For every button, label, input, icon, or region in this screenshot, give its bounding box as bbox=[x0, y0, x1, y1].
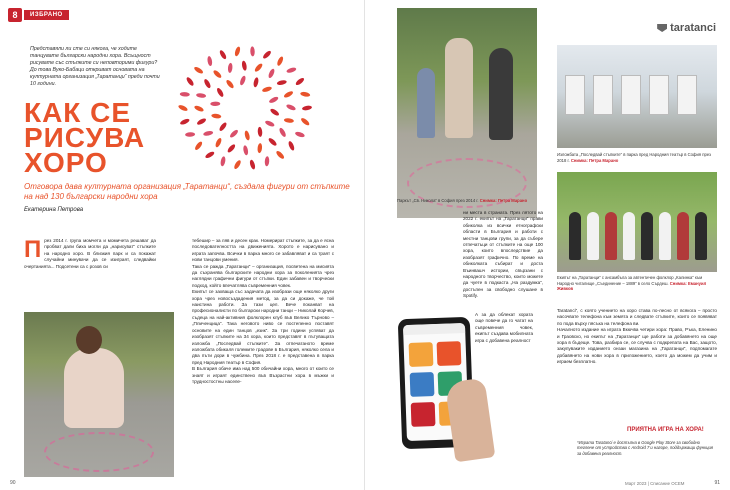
group-member bbox=[605, 212, 617, 260]
footprint-mark bbox=[226, 143, 236, 153]
footprint-mark bbox=[227, 63, 232, 73]
footnote: *Играта Taratanci е достъпна в Google Play Store за свободно теглене от устройства с Android 7 и нагоре, поддържащи функция за добавена реалност. bbox=[577, 440, 714, 456]
footprint-mark bbox=[286, 103, 297, 111]
footprint-mark bbox=[287, 140, 295, 151]
footprint-mark bbox=[300, 91, 311, 97]
photo-exhibition bbox=[557, 45, 717, 148]
author-byline: Екатерина Петрова bbox=[24, 207, 84, 213]
footprint-mark bbox=[269, 108, 280, 117]
caption-park-title: Паркът „Св. Никола“ в София през 2014 г. bbox=[397, 198, 479, 203]
dancer-figure-3 bbox=[489, 48, 513, 140]
article-column-2: тебешир – за ляв и десен крак. Номерират стъпките, за да е ясна последователността на движенията. Хорото е нарисувано и играта започва. Всички в парка много се забавляват и са траят с нови танцови умения. Така се ражда „Таратанци“ – организация, посветена на мисията да съхранява българските народни хора за поколенията чрез наглядни графични фигури от стъпки. Един забавен и творчески подход, който впечатлява съвременния човек. Екипът се захваща със задачата да изобрази още няколко други хора чрез новосъздадения метод, за да си докаже, че той наистина работи. За тази цел. Вече поканват на професионалисти по български народни танци – Николай Корчев, съдеца на най-активния фолклорен клуб във Велико Търново – „Пличенцица“. Така неговото ниво се постепенно поставят основите на един танцов „език“. За три години успяват да изобразят стъпките на 34 хора, които представят в пътуващата изложба „Последвай стъпките“. За отпечатаното време изложбата обикаля големите градове в България, няколко села и два пъти дори в чужбина. През 2018 г. е представена в парка пред Народния театър в София. В България обаче има над 500 обичайни хора, много от които се знаят и играят единствено във Възрастни хора в мъжки и трудностостны населе- bbox=[192, 238, 334, 384]
app-tile bbox=[409, 342, 434, 367]
footprint-mark bbox=[253, 77, 259, 88]
app-tile bbox=[411, 402, 436, 427]
caption-exhibition bbox=[557, 152, 717, 163]
footprint-mark bbox=[239, 75, 247, 86]
group-member bbox=[695, 212, 707, 260]
footprint-mark bbox=[212, 69, 222, 79]
exhibit-board bbox=[565, 75, 585, 115]
footer-issue: Март 2023 | Списание ОСЕМ bbox=[625, 481, 685, 486]
dancer-figure-2 bbox=[445, 38, 473, 138]
footprint-mark bbox=[286, 67, 297, 74]
footprint-mark bbox=[211, 113, 222, 119]
call-to-action: ПРИЯТНА ИГРА НА ХОРА! bbox=[627, 427, 704, 433]
taratanci-logo-icon bbox=[657, 24, 667, 32]
article-column-3b: А за да облекат хората още повече да го чатат на съвременния човек, екипът създава мобилната игра с добавена реалност bbox=[475, 312, 533, 343]
caption-exhibit-credit: Снимка: Петра Марано bbox=[570, 157, 619, 163]
footprint-mark bbox=[267, 68, 275, 79]
footprint-mark bbox=[203, 130, 214, 136]
footprint-mark bbox=[244, 130, 251, 141]
footprint-mark bbox=[302, 105, 313, 111]
article-column-1 bbox=[24, 238, 156, 270]
group-member bbox=[623, 212, 635, 260]
section-tag bbox=[8, 8, 69, 22]
exhibit-board bbox=[677, 75, 697, 115]
column-1-text: рез 2014 г. група момчета и момичета решават да пробват дали биха могли да „нарисуват“ стъпките на народно хоро. В близкия парк и са покажат случайни минувачи да се изиграят, следвайки очертанията... Подсетени са с розов си bbox=[24, 238, 156, 269]
group-member bbox=[569, 212, 581, 260]
footprint-mark bbox=[178, 104, 189, 112]
footprint-mark bbox=[204, 150, 215, 159]
caption-group bbox=[557, 275, 717, 292]
footprint-mark bbox=[233, 159, 242, 170]
footprint-mark bbox=[254, 62, 264, 72]
group-member bbox=[659, 212, 671, 260]
footprint-mark bbox=[229, 129, 239, 139]
footprint-mark bbox=[276, 79, 287, 85]
exhibit-board bbox=[593, 75, 613, 115]
article-column-4: Taratanci“, с която учението на хоро става по-лесно от всякога – просто насочвате телефона към земята и следвате стъпките, които се появяват по пода върху пясъка на телефона ви. Началното издание на играта Вкючва четири хора: Право, Ръка, Еленино и Граовско, но екипът на „Таратанци“ ще работи за добавянето на още хора в бъдеще. Това, разбира се, се случва с подкрепата на Вас, защото, закупуваките изданието онзаи магазина на „Таратанци“, подпомагате добавянето на нови хора в приложението, което да можем да учим и играем безплатно. bbox=[557, 308, 717, 365]
footprint-mark bbox=[262, 50, 272, 60]
caption-park-credit: Снимка: Петра Марано bbox=[479, 198, 528, 203]
footprint-mark bbox=[241, 60, 247, 71]
group-member bbox=[587, 212, 599, 260]
footprint-mark bbox=[257, 143, 262, 153]
headline-line-1: КАК СЕ bbox=[24, 97, 132, 128]
page-number-left: 90 bbox=[10, 480, 16, 486]
footprint-mark bbox=[194, 141, 204, 152]
footprint-mark bbox=[203, 78, 212, 89]
page-number-right: 91 bbox=[714, 480, 720, 486]
section-label: ИЗБРАНО bbox=[24, 10, 69, 20]
drop-cap: П bbox=[24, 236, 42, 263]
intro-paragraph: Представяли ли сте си някога, че ходите танцувате български народни хора. Всъщност рисувате със стъпките си неповторими фигури? До това Вуко-Бабаци откриват основата на културната организация „Таратанци“ преди почти 10 години. bbox=[30, 46, 160, 87]
taratanci-logo bbox=[657, 22, 716, 34]
girl-head bbox=[76, 326, 102, 354]
caption-park bbox=[397, 198, 537, 204]
footprint-mark bbox=[264, 156, 269, 166]
footprint-spiral-graphic bbox=[170, 38, 320, 178]
group-member bbox=[677, 212, 689, 260]
section-number: 8 bbox=[8, 8, 22, 22]
right-page bbox=[365, 0, 730, 490]
footprint-mark bbox=[268, 96, 279, 104]
footprint-mark bbox=[264, 120, 275, 128]
taratanci-logo-text: taratanci bbox=[670, 22, 716, 34]
footprint-mark bbox=[196, 93, 206, 99]
footprint-mark bbox=[250, 46, 255, 56]
phone-status-bar bbox=[403, 323, 465, 335]
exhibit-board bbox=[649, 75, 669, 115]
caption-exhibit-title: Изложбата „Последвай стъпките“ в парка пред Народния театър в София през 2018 г. bbox=[557, 152, 711, 163]
footprint-mark bbox=[278, 127, 287, 138]
headline-line-3: ХОРО bbox=[24, 147, 108, 178]
subheadline: Отговора дава културната организация „Таратанци“, създала фигури от стъпките на над 130 български народни хора bbox=[24, 182, 350, 201]
footprint-mark bbox=[275, 150, 285, 160]
footprint-mark bbox=[243, 145, 249, 156]
footprint-mark bbox=[249, 159, 256, 170]
photo-girl-drawing-chalk bbox=[24, 312, 174, 477]
app-tile bbox=[437, 341, 462, 366]
footprint-mark bbox=[216, 87, 225, 98]
footprint-mark bbox=[193, 66, 204, 75]
photo-park-dancers bbox=[397, 8, 537, 218]
footprint-mark bbox=[276, 56, 284, 67]
footprint-mark bbox=[234, 46, 241, 57]
app-tile bbox=[410, 372, 435, 397]
footprint-mark bbox=[267, 137, 277, 147]
footprint-mark bbox=[185, 132, 195, 137]
footprint-mark bbox=[210, 102, 220, 107]
footprint-mark bbox=[220, 156, 226, 167]
footprint-mark bbox=[196, 117, 207, 126]
exhibit-board bbox=[621, 75, 641, 115]
headline bbox=[24, 97, 146, 178]
footprint-mark bbox=[194, 105, 205, 113]
footprint-mark bbox=[179, 118, 190, 126]
girl-figure bbox=[64, 348, 124, 428]
footprint-mark bbox=[185, 76, 195, 87]
footprint-mark bbox=[283, 90, 294, 99]
footprint-mark bbox=[180, 92, 190, 97]
photo-ensemble-group bbox=[557, 172, 717, 272]
group-member bbox=[641, 212, 653, 260]
headline-line-2: РИСУВА bbox=[24, 122, 146, 153]
hand-holding-phone bbox=[445, 378, 496, 463]
footprint-mark bbox=[284, 118, 294, 124]
footprint-mark bbox=[295, 77, 306, 87]
footprint-mark bbox=[257, 127, 262, 137]
footprint-mark bbox=[219, 49, 228, 60]
dancer-figure-1 bbox=[417, 68, 435, 138]
chalk-footprints bbox=[44, 432, 154, 472]
caption-group-title: Екипът на „Таратанци“ с ансамбъла за автентичен фолклор „Калинка“ към Народно читалище „Съединение – 1889“ в село Сърдеш. bbox=[557, 275, 703, 286]
footprint-mark bbox=[214, 137, 222, 148]
caption-group-credit: Снимка: Емануил Живков bbox=[557, 280, 707, 292]
footprint-mark bbox=[225, 79, 235, 89]
footprint-mark bbox=[207, 56, 213, 67]
footprint-mark bbox=[218, 121, 228, 132]
footprint-mark bbox=[300, 117, 311, 127]
footprint-mark bbox=[294, 131, 305, 138]
footprint-mark bbox=[262, 86, 273, 93]
article-column-3: ни места в страната. През лятото на 2022 г. екипът на „Таратанци“ прави обиколка из всички етнографски области в България и работи с местни танцови групи, за да събере отпечатъци от стъпките на още 100 хора, които впоследствие да изобразят графично. По време на обиколката събират и доста Въинвашч истории, свързани с народното творчество, които можете да чуете в подкаста „На раздумка“, достъпен за свободно слушане в Spotify. bbox=[463, 210, 543, 299]
